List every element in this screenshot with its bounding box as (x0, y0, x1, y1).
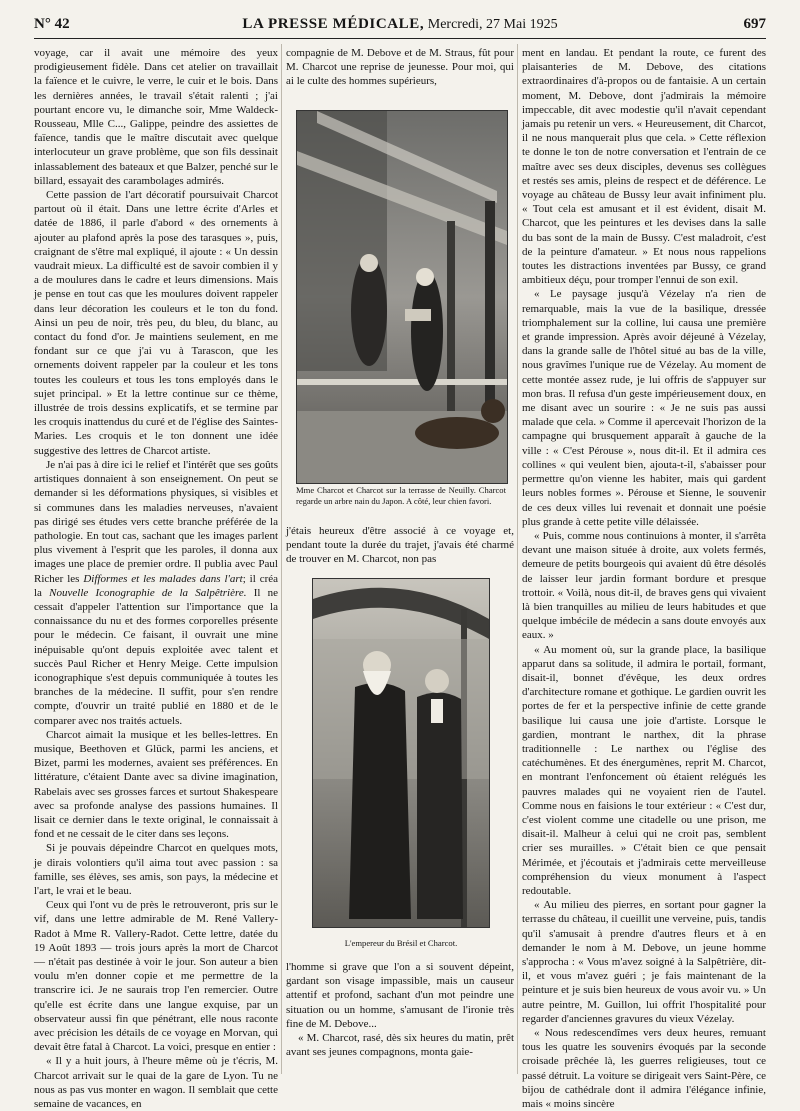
journal-title: LA PRESSE MÉDICALE, (242, 16, 425, 32)
page-number: 697 (743, 16, 766, 32)
emperor-photo-image (313, 579, 489, 927)
paragraph: voyage, car il avait une mémoire des yeux prodigieusement fidèle. Dans cet atelier on travaillait la faïence et le cuivre, le verre, le cuir et le bois. Dans les dernières années, le travail s'était ralenti ; j'ai pourtant encore vu, le dimanche soir, Mme Waldeck-Rousseau, Mlle C..., Galippe, peindre des assiettes de faïence, tandis que le maître discutait avec quelque interlocuteur un grave problème, que son fils dessinait inlassablement des bateaux et que Balzer, penché sur le billard, essayait des carambolages admirés. (34, 47, 278, 187)
paragraph: « Au milieu des pierres, en sortant pour gagner la terrasse du château, il cueillit une verveine, puis, tandis qu'il s'amusait à prendre d'autres fleurs et à en demander le nom à M. Debove, un jeune homme s'approcha : « Vous m'avez soigné à la Salpêtrière, dit-il, et vous m'avez guéri ; je fais maintenant de la peinture et je suis bien heureux de vous avoir vu. » Un autre peintre, M. Guillon, lui offrit l'hospitalité pour regarder d'anciennes gravures du vieux Vézelay. (522, 899, 766, 1025)
column-2-top (286, 46, 514, 106)
photo-caption: Mme Charcot et Charcot sur la terrasse de Neuilly. Charcot regarde un arbre nain du Japon. A côté, leur chien favori. (296, 485, 506, 506)
photo-caption: L'empereur du Brésil et Charcot. (344, 938, 458, 948)
paragraph: compagnie de M. Debove et de M. Straus, fût pour M. Charcot une reprise de jeunesse. Pour moi, qui ai le culte des hommes supérieurs, (286, 47, 514, 88)
column-2-middle (286, 524, 514, 572)
paragraph: j'étais heureux d'être associé à ce voyage et, pendant toute la durée du trajet, j'avais été charmé de trouver en M. Charcot, non pas (286, 525, 514, 566)
paragraph: Cette passion de l'art décoratif poursuivait Charcot partout où il était. Dans une lettre écrite d'Arles et datée de 1886, il parle d'abord « des ornements à ajouter au plafond après la pose des tarasques », puis, craignant de s'être mal expliqué, il ajoute : « Un dessin vaudrait mieux. La difficulté est de savoir combien il y a de moulures dans le cadre et leurs dimensions. Mais je pense en tout cas que les moulures doivent rappeler dans leur décoration les couleurs et le ton du fond. Ainsi un peu de noir, très peu, du bleu, du blanc, au contact du fond d'or. Je maintiens seulement, en me fondant sur ce que j'ai vu à Tarascon, que les ornements doivent rappeler par la couleur et les tons toutes les couleurs et tous les tons employés dans le sujet principal. » Et la lettre continue sur ce thème, illustrée de trois dessins explicatifs, et se termine par les croquis inattendus du curé et de l'église des Saintes-Maries. Les croquis et le ton donnent une idée suggestive des lettres de Charcot artiste. (34, 189, 278, 457)
paragraph: « Nous redescendîmes vers deux heures, remuant tous les quatre les souvenirs évoqués par la seconde croisade prêchée là, les guerres religieuses, tout ce passé détruit. La voiture se dirigeait vers Saint-Père, ce bijou de cathédrale dont il admira l'élégance infinie, mais « moins sincère (522, 1027, 766, 1111)
masthead-center (34, 16, 766, 33)
text: ; il créa la (34, 572, 278, 599)
paragraph: « Il y a huit jours, à l'heure même où je t'écris, M. Charcot arrivait sur le quai de la gare de Lyon. Tu ne nous as pas vus monter en wagon. Il semblait que cette semaine de vacances, en (34, 1055, 278, 1111)
paragraph: Si je pouvais dépeindre Charcot en quelques mots, je dirais volontiers qu'il aima tout avec passion : sa famille, ses élèves, ses amis, son pays, la médecine et l'art, le vrai et le beau. (34, 842, 278, 897)
paragraph: ment en landau. Et pendant la route, ce furent des plaisanteries de M. Debove, des citations extraordinaires d'à-propos ou de fantaisie. A un certain moment, M. Debove, dont j'admirais la mémoire impeccable, dit avec modestie qu'il n'avait cependant jamais pu retenir un vers. « Heureusement, dit Charcot, il ne nous manquerait plus que cela. » Cette réflexion te donne le ton de notre conversation et l'entrain de ce maître avec ses deux disciples, devenus ses collègues et restés ses amis, pleins de respect et de déférence. Le voyage au château de Bussy leur avait infiniment plu. « Tout cela est amusant et il est évident, disait M. Charcot, que les peintures et les devises dans la salle du bas sont de la main de Bussy. C'est maladroit, c'est de la peinture d'amateur. » Et nous nous rappelions toutes les distractions inventées par Bussy, ce grand ambitieux déçu, pour tromper l'ennui de son exil. (522, 47, 766, 287)
text: Il ne cessait d'appeler l'attention sur l'importance que la connaissance du nu et des formes corporelles présente pour le médecin. Ce faisant, il ouvrait une mine inépuisable qu'ont depuis exploitée avec talent et succès Paul Richer et Henry Meige. Cette impulsion iconographique s'est depuis communiquée à toutes les branches de la médecine. Il suffit, pour s'en rendre compte, d'ouvrir un traité publié en 1880 et de le comparer avec nos traités actuels. (34, 586, 278, 727)
issue-date: Mercredi, 27 Mai 1925 (424, 17, 558, 32)
paragraph: « Puis, comme nous continuions à monter, il s'arrêta devant une maison située à droite, aux volets fermés, demeure de petits bourgeois qui avaient dû être désolés de laisser leur jardin formant bordure et presque trottoir. « Voilà, nous dit-il, de braves gens qui vivaient là bien tranquilles au milieu de leurs habitudes et que quelque imbécile de médecin a sans doute envoyés aux eaux. » (522, 529, 766, 642)
journal-name: Nouvelle Iconographie de la Salpêtrière. (49, 586, 247, 599)
book-title: Difformes et les malades dans l'art (83, 572, 243, 585)
paragraph: « Le paysage jusqu'à Vézelay n'a rien de remarquable, mais la vue de la basilique, dressée triomphalement sur la colline, lui causa une première et grande impression. Après avoir déjeuné à Vézelay, dans la grande salle de l'hôtel situé au bas de la ville, nous gravîmes l'unique rue de Vézelay. Au moment de cette montée assez rude, je lui offris de s'appuyer sur mon bras. Il refusa d'un geste impérieusement doux, en me disant avec un sourire : « Je ne suis pas aussi malade que cela. » Comme il apercevait l'horizon de la campagne qui brusquement apparaît à gauche de la ville : « C'est Pérouse », nous dit-il. Et il admira ces collines « qui veulent bien, ajouta-t-il, s'abaisser pour permettre qu'on vienne les habiter, mais qui gardent leurs nobles formes ». Pérouse et Sienne, le souvenir de ces deux villes lui revenait et donnait une poésie plus grande à cette petite ville délaissée. (522, 288, 766, 528)
terrace-photo-image (297, 111, 507, 483)
paragraph: Charcot aimait la musique et les belles-lettres. En musique, Beethoven et Glück, parmi les anciens, et Bizet, parmi les modernes, avaient ses préférences. En littérature, c'étaient Dante avec sa divine imagination, Rabelais avec ses grosses farces et surtout Shakespeare avec sa profonde analyse des passions humaines. Il lisait ce dernier dans le texte original, le connaissait à fond et ne cessait de le citer dans ses leçons. (34, 728, 278, 841)
column-1 (34, 46, 278, 1111)
paragraph (34, 458, 278, 728)
column-3 (522, 46, 766, 1111)
paragraph: « Au moment où, sur la grande place, la basilique apparut dans sa solitude, il admira le portail, formant, disait-il, bonnet d'évêque, les deux ordres d'architecture romane et gothique. Le gardien ouvrit les portes de fer et la perspective infinie de cette grande basilique lui causa une joie d'artiste. Lorsque le gardien, montrant le narthex, dit la phrase traditionnelle : Le narthex ou l'église des catéchumènes. Et des énergumènes, reprit M. Charcot, en montrant l'enfoncement où étaient relégués les pauvres malades qui ne voyaient rien de l'autel. Comme nous en faisions le tour extérieur : « C'est dur, c'est violent comme une citadelle ou une prison, me disait-il. Malheur à celui qui ne croit pas, semblent crier ses murailles. » C'était bien ce que pensait Mérimée, et j'écoutais et j'admirais cette merveilleuse compréhension du vieux monument à l'aspect redoutable. (522, 643, 766, 897)
column-rule (281, 44, 282, 1074)
column-2-bottom (286, 960, 514, 1078)
issue-number: N° 42 (34, 16, 70, 32)
paragraph: Ceux qui l'ont vu de près le retrouveront, pris sur le vif, dans une lettre admirable de M. René Vallery-Radot à Mme R. Vallery-Radot. Cette lettre, datée du 19 Août 1893 — trois jours après la mort de Charcot — n'était pas destinée à voir le jour. Son auteur a bien voulu m'en donner copie et me permettre de la transcrire ici. Je ne saurais trop l'en remercier. Outre qu'elle est écrite dans une langue exquise, par un observateur aussi fin que pénétrant, elle nous raconte avec précision les détails de ce voyage en Morvan, qui devait être fatal à Charcot. La voici, presque en entier : (34, 899, 278, 1054)
emperor-photo (312, 578, 490, 928)
paragraph: « M. Charcot, rasé, dès six heures du matin, prêt avant ses jeunes compagnons, monta gaie- (286, 1032, 514, 1059)
paragraph: l'homme si grave que l'on a si souvent dépeint, gardant son visage impassible, mais un causeur attentif et profond, sachant d'un mot peindre une situation ou un homme, s'amusant de l'ironie très fine de M. Debove... (286, 961, 514, 1030)
text: Je n'ai pas à dire ici le relief et l'intérêt que ses goûts artistiques donnaient à son enseignement. On peut se demander si les déformations physiques, si visibles et si communes dans les maladies nerveuses, n'avaient pas dirigé ses études vers cette branche préférée de la pathologie. En tout cas, sachant que les images parlent plus vivement à l'esprit que les paroles, il donna aux images une place de premier ordre. Il publia avec Paul Richer les (34, 458, 278, 585)
terrace-photo (296, 110, 508, 484)
column-rule (517, 44, 518, 1074)
masthead (34, 14, 766, 39)
